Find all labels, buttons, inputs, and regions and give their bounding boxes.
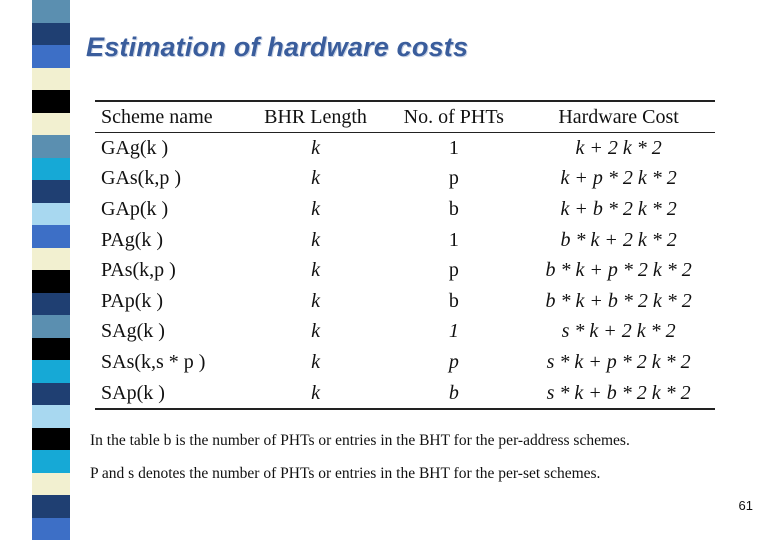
table-row [95, 164, 715, 195]
cell-bhr-length: k [311, 197, 320, 220]
stripe-block [32, 203, 70, 226]
cell-no-of-phts: 1 [448, 320, 459, 343]
table-row [95, 378, 715, 410]
stripe-block [32, 135, 70, 158]
cell-hardware-cost: s * k + 2 k * 2 [561, 320, 676, 343]
stripe-block [32, 180, 70, 203]
stripe-block [32, 68, 70, 91]
header-hardware-cost: Hardware Cost [522, 101, 715, 133]
stripe-block [32, 405, 70, 428]
header-no-of-phts: No. of PHTs [385, 101, 522, 133]
cell-hardware-cost: b * k + b * 2 k * 2 [545, 289, 692, 312]
stripe-block [32, 248, 70, 271]
header-bhr-length: BHR Length [246, 101, 386, 133]
cell-no-of-phts: b [385, 378, 522, 410]
stripe-block [32, 473, 70, 496]
cell-scheme-name: PAs(k,p ) [101, 259, 176, 282]
cell-scheme-name: GAs(k,p ) [101, 167, 181, 190]
cell-hardware-cost: k + 2 k * 2 [575, 136, 662, 159]
stripe-block [32, 383, 70, 406]
cell-no-of-phts: b [448, 197, 459, 220]
hardware-cost-table [95, 100, 715, 410]
table-body [95, 133, 715, 410]
cell-bhr-length: k [246, 378, 386, 410]
cell-hardware-cost: s * k + b * 2 k * 2 [522, 378, 715, 410]
table-row [95, 255, 715, 286]
table-header-row [95, 101, 715, 133]
cell-no-of-phts: 1 [448, 228, 459, 251]
stripe-block [32, 495, 70, 518]
cell-bhr-length: k [311, 136, 320, 159]
table-row [95, 194, 715, 225]
hardware-cost-table-container [95, 100, 715, 410]
stripe-block [32, 45, 70, 68]
stripe-block [32, 338, 70, 361]
cell-no-of-phts: p [448, 167, 459, 190]
cell-no-of-phts: p [448, 350, 459, 373]
stripe-block [32, 90, 70, 113]
cell-bhr-length: k [311, 350, 320, 373]
stripe-block [32, 450, 70, 473]
cell-bhr-length: k [311, 259, 320, 282]
cell-hardware-cost: b * k + p * 2 k * 2 [545, 259, 692, 282]
note-per-address: In the table b is the number of PHTs or entries in the BHT for the per-address schemes. [90, 432, 630, 449]
table-row [95, 317, 715, 348]
cell-hardware-cost: k + p * 2 k * 2 [560, 167, 677, 190]
cell-bhr-length: k [311, 228, 320, 251]
table-row [95, 286, 715, 317]
table-row [95, 133, 715, 164]
stripe-block [32, 0, 70, 23]
stripe-block [32, 225, 70, 248]
cell-no-of-phts: 1 [448, 136, 459, 159]
cell-scheme-name: PAp(k ) [101, 289, 164, 312]
cell-scheme-name: GAp(k ) [101, 197, 169, 220]
stripe-block [32, 270, 70, 293]
cell-hardware-cost: s * k + p * 2 k * 2 [546, 350, 691, 373]
cell-bhr-length: k [311, 289, 320, 312]
cell-bhr-length: k [311, 167, 320, 190]
stripe-block [32, 158, 70, 181]
page-number: 61 [738, 498, 753, 513]
note-per-set: P and s denotes the number of PHTs or entries in the BHT for the per-set schemes. [90, 465, 601, 482]
slide-title: Estimation of hardware costs [86, 32, 469, 62]
cell-scheme-name: SAs(k,s * p ) [101, 350, 206, 373]
cell-no-of-phts: p [448, 259, 459, 282]
cell-scheme-name: PAg(k ) [101, 228, 164, 251]
cell-hardware-cost: k + b * 2 k * 2 [560, 197, 677, 220]
header-scheme-name: Scheme name [95, 101, 246, 133]
cell-scheme-name: GAg(k ) [101, 136, 169, 159]
cell-no-of-phts: b [448, 289, 459, 312]
cell-bhr-length: k [311, 320, 320, 343]
stripe-block [32, 518, 70, 540]
stripe-block [32, 23, 70, 46]
cell-scheme-name: SAp(k ) [95, 378, 246, 410]
stripe-block [32, 360, 70, 383]
decorative-stripe [32, 0, 70, 540]
stripe-block [32, 315, 70, 338]
stripe-block [32, 293, 70, 316]
table-row [95, 225, 715, 256]
stripe-block [32, 428, 70, 451]
stripe-block [32, 113, 70, 136]
table-row [95, 347, 715, 378]
cell-hardware-cost: b * k + 2 k * 2 [560, 228, 677, 251]
cell-scheme-name: SAg(k ) [101, 320, 165, 343]
